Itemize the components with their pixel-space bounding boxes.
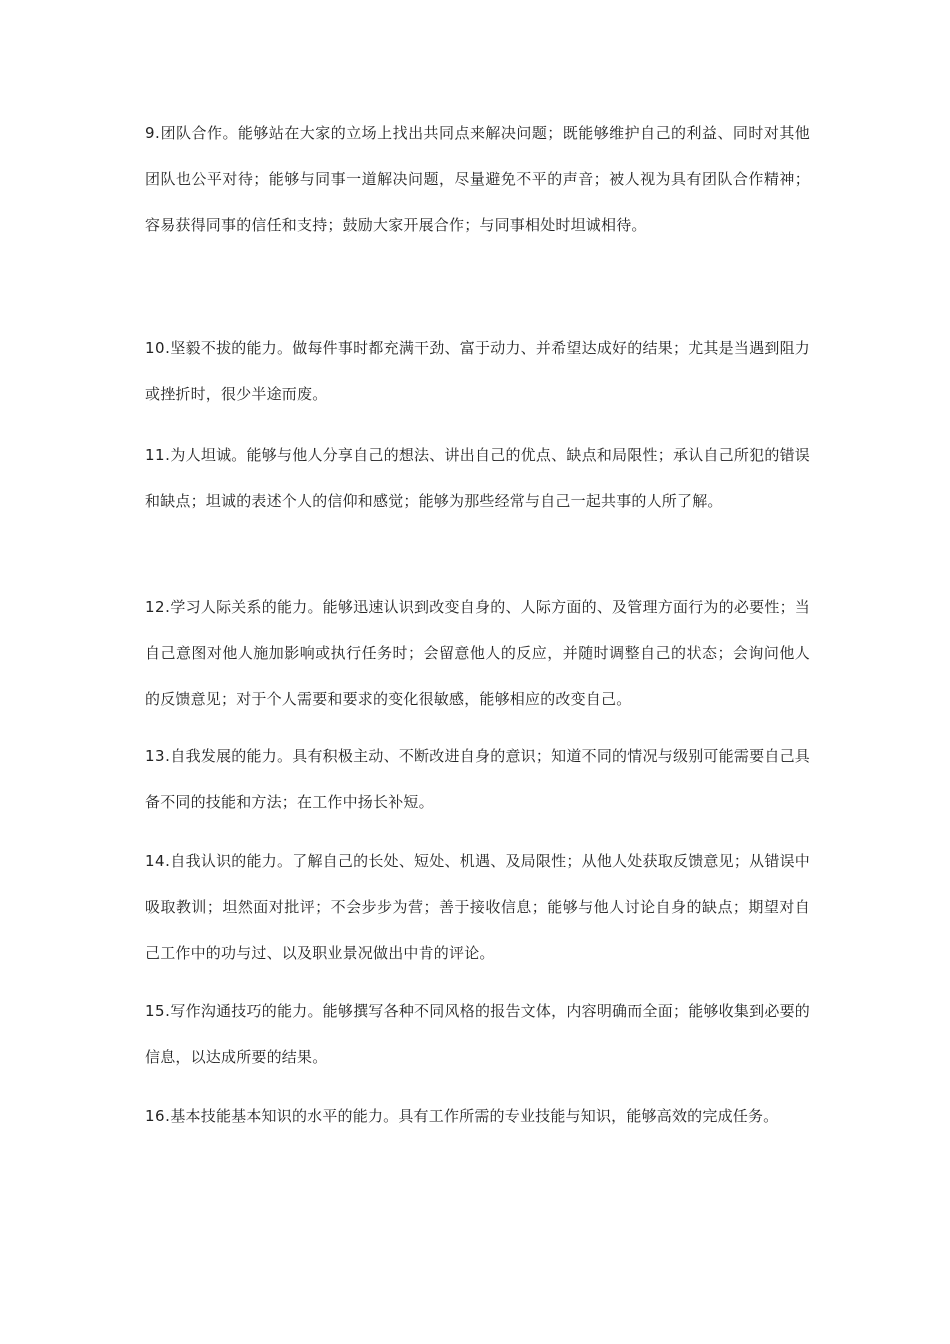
paragraph-14 bbox=[145, 838, 810, 976]
paragraph-9 bbox=[145, 110, 810, 248]
paragraph-15 bbox=[145, 988, 810, 1080]
paragraph-number: 11. bbox=[145, 446, 171, 464]
paragraph-16 bbox=[145, 1093, 810, 1139]
paragraph-13 bbox=[145, 733, 810, 825]
paragraph-text: 团队合作。能够站在大家的立场上找出共同点来解决问题；既能够维护自己的利益、同时对其他团队也公平对待；能够与同事一道解决问题，尽量避免不平的声音；被人视为具有团队合作精神；容易获得同事的信任和支持；鼓励大家开展合作；与同事相处时坦诚相待。 bbox=[145, 124, 810, 234]
paragraph-text: 学习人际关系的能力。能够迅速认识到改变自身的、人际方面的、及管理方面行为的必要性；当自己意图对他人施加影响或执行任务时；会留意他人的反应，并随时调整自己的状态；会询问他人的反馈意见；对于个人需要和要求的变化很敏感，能够相应的改变自己。 bbox=[145, 598, 810, 708]
paragraph-text: 为人坦诚。能够与他人分享自己的想法、讲出自己的优点、缺点和局限性；承认自己所犯的错误和缺点；坦诚的表述个人的信仰和感觉；能够为那些经常与自己一起共事的人所了解。 bbox=[145, 446, 810, 510]
paragraph-11 bbox=[145, 432, 810, 524]
paragraph-number: 15. bbox=[145, 1002, 171, 1020]
paragraph-text: 自我发展的能力。具有积极主动、不断改进自身的意识；知道不同的情况与级别可能需要自己具备不同的技能和方法；在工作中扬长补短。 bbox=[145, 747, 810, 811]
paragraph-number: 9. bbox=[145, 124, 161, 142]
paragraph-number: 14. bbox=[145, 852, 171, 870]
paragraph-number: 16. bbox=[145, 1107, 171, 1125]
paragraph-text: 写作沟通技巧的能力。能够撰写各种不同风格的报告文体，内容明确而全面；能够收集到必要的信息，以达成所要的结果。 bbox=[145, 1002, 810, 1066]
paragraph-text: 基本技能基本知识的水平的能力。具有工作所需的专业技能与知识，能够高效的完成任务。 bbox=[170, 1107, 779, 1125]
paragraph-number: 12. bbox=[145, 598, 171, 616]
paragraph-number: 10. bbox=[145, 339, 171, 357]
paragraph-12 bbox=[145, 584, 810, 722]
paragraph-10 bbox=[145, 325, 810, 417]
paragraph-text: 自我认识的能力。了解自己的长处、短处、机遇、及局限性；从他人处获取反馈意见；从错误中吸取教训；坦然面对批评；不会步步为营；善于接收信息；能够与他人讨论自身的缺点；期望对自己工作中的功与过、以及职业景况做出中肯的评论。 bbox=[145, 852, 810, 962]
paragraph-text: 坚毅不拔的能力。做每件事时都充满干劲、富于动力、并希望达成好的结果；尤其是当遇到阻力或挫折时，很少半途而废。 bbox=[145, 339, 810, 403]
paragraph-number: 13. bbox=[145, 747, 171, 765]
